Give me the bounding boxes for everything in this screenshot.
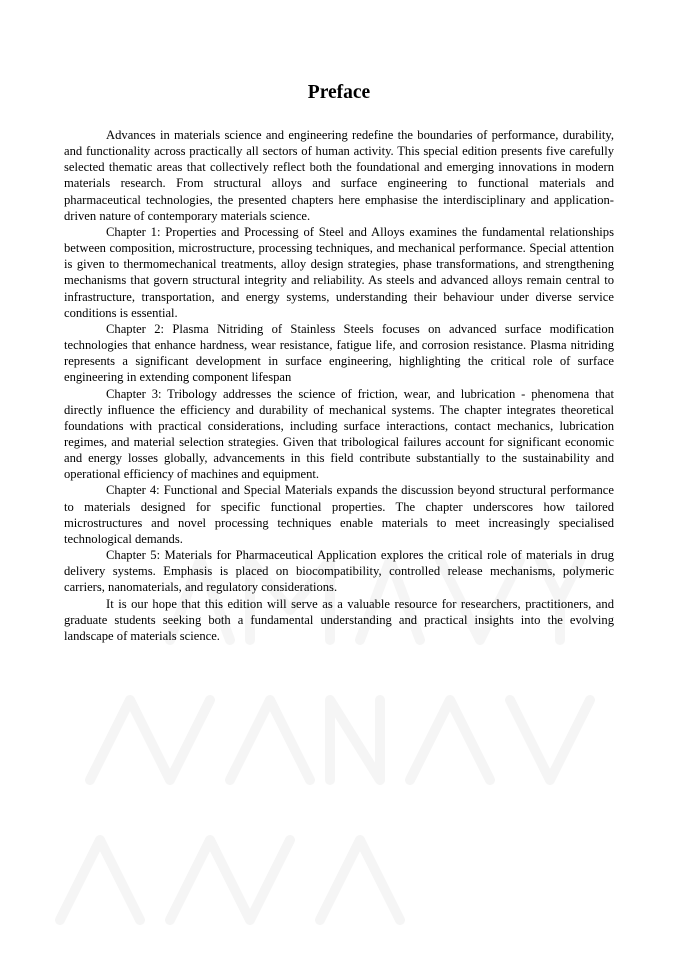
paragraph-chapter-4: Chapter 4: Functional and Special Materials expands the discussion beyond structural performance to materials designed for specific functional properties. The chapter underscores how tailored microstructures and novel processing techniques enable materials to meet increasingly specialised technological demands. [64,483,614,546]
paragraph-chapter-5: Chapter 5: Materials for Pharmaceutical Application explores the critical role of materials in drug delivery systems. Emphasis is placed on biocompatibility, controlled release mechanisms, polymeric carriers, nanomaterials, and regulatory considerations. [64,548,614,595]
page-title: Preface [307,82,371,103]
paragraph-chapter-2: Chapter 2: Plasma Nitriding of Stainless Steels focuses on advanced surface modification technologies that enhance hardness, wear resistance, fatigue life, and corrosion resistance. Plasma nitriding represents a significant development in surface engineering, highlighting the critical role of surface engineering in extending component lifespan [64,321,614,385]
preface-body [64,127,614,644]
document-content [64,80,614,644]
paragraph-closing: It is our hope that this edition will serve as a valuable resource for researchers, practitioners, and graduate students seeking both a fundamental understanding and practical insights into the evolving landscape of materials science. [64,596,614,643]
paragraph-chapter-1: Chapter 1: Properties and Processing of Steel and Alloys examines the fundamental relationships between composition, microstructure, processing techniques, and mechanical performance. Special attention is given to thermomechanical treatments, alloy design strategies, phase transformations, and strengthening mechanisms that govern structural integrity and reliability. As steels and advanced alloys remain central to infrastructure, transportation, and energy systems, understanding their behaviour under diverse service conditions is essential. [64,224,614,320]
paragraph-intro: Advances in materials science and engineering redefine the boundaries of performance, durability, and functionality across practically all sectors of human activity. This special edition presents five carefully selected thematic areas that collectively reflect both the foundational and emerging innovations in modern materials research. From structural alloys and surface engineering to functional materials and pharmaceutical technologies, the presented chapters here emphasise the interdisciplinary and application-driven nature of contemporary materials science. [64,128,614,223]
paragraph-chapter-3: Chapter 3: Tribology addresses the science of friction, wear, and lubrication - phenomena that directly influence the efficiency and durability of mechanical systems. The chapter integrates theoretical foundations with practical considerations, including surface interactions, contact mechanics, lubrication regimes, and material selection strategies. Given that tribological failures account for significant economic and energy losses globally, advancements in this field contribute substantially to the sustainability and operational efficiency of machines and equipment. [64,386,614,482]
